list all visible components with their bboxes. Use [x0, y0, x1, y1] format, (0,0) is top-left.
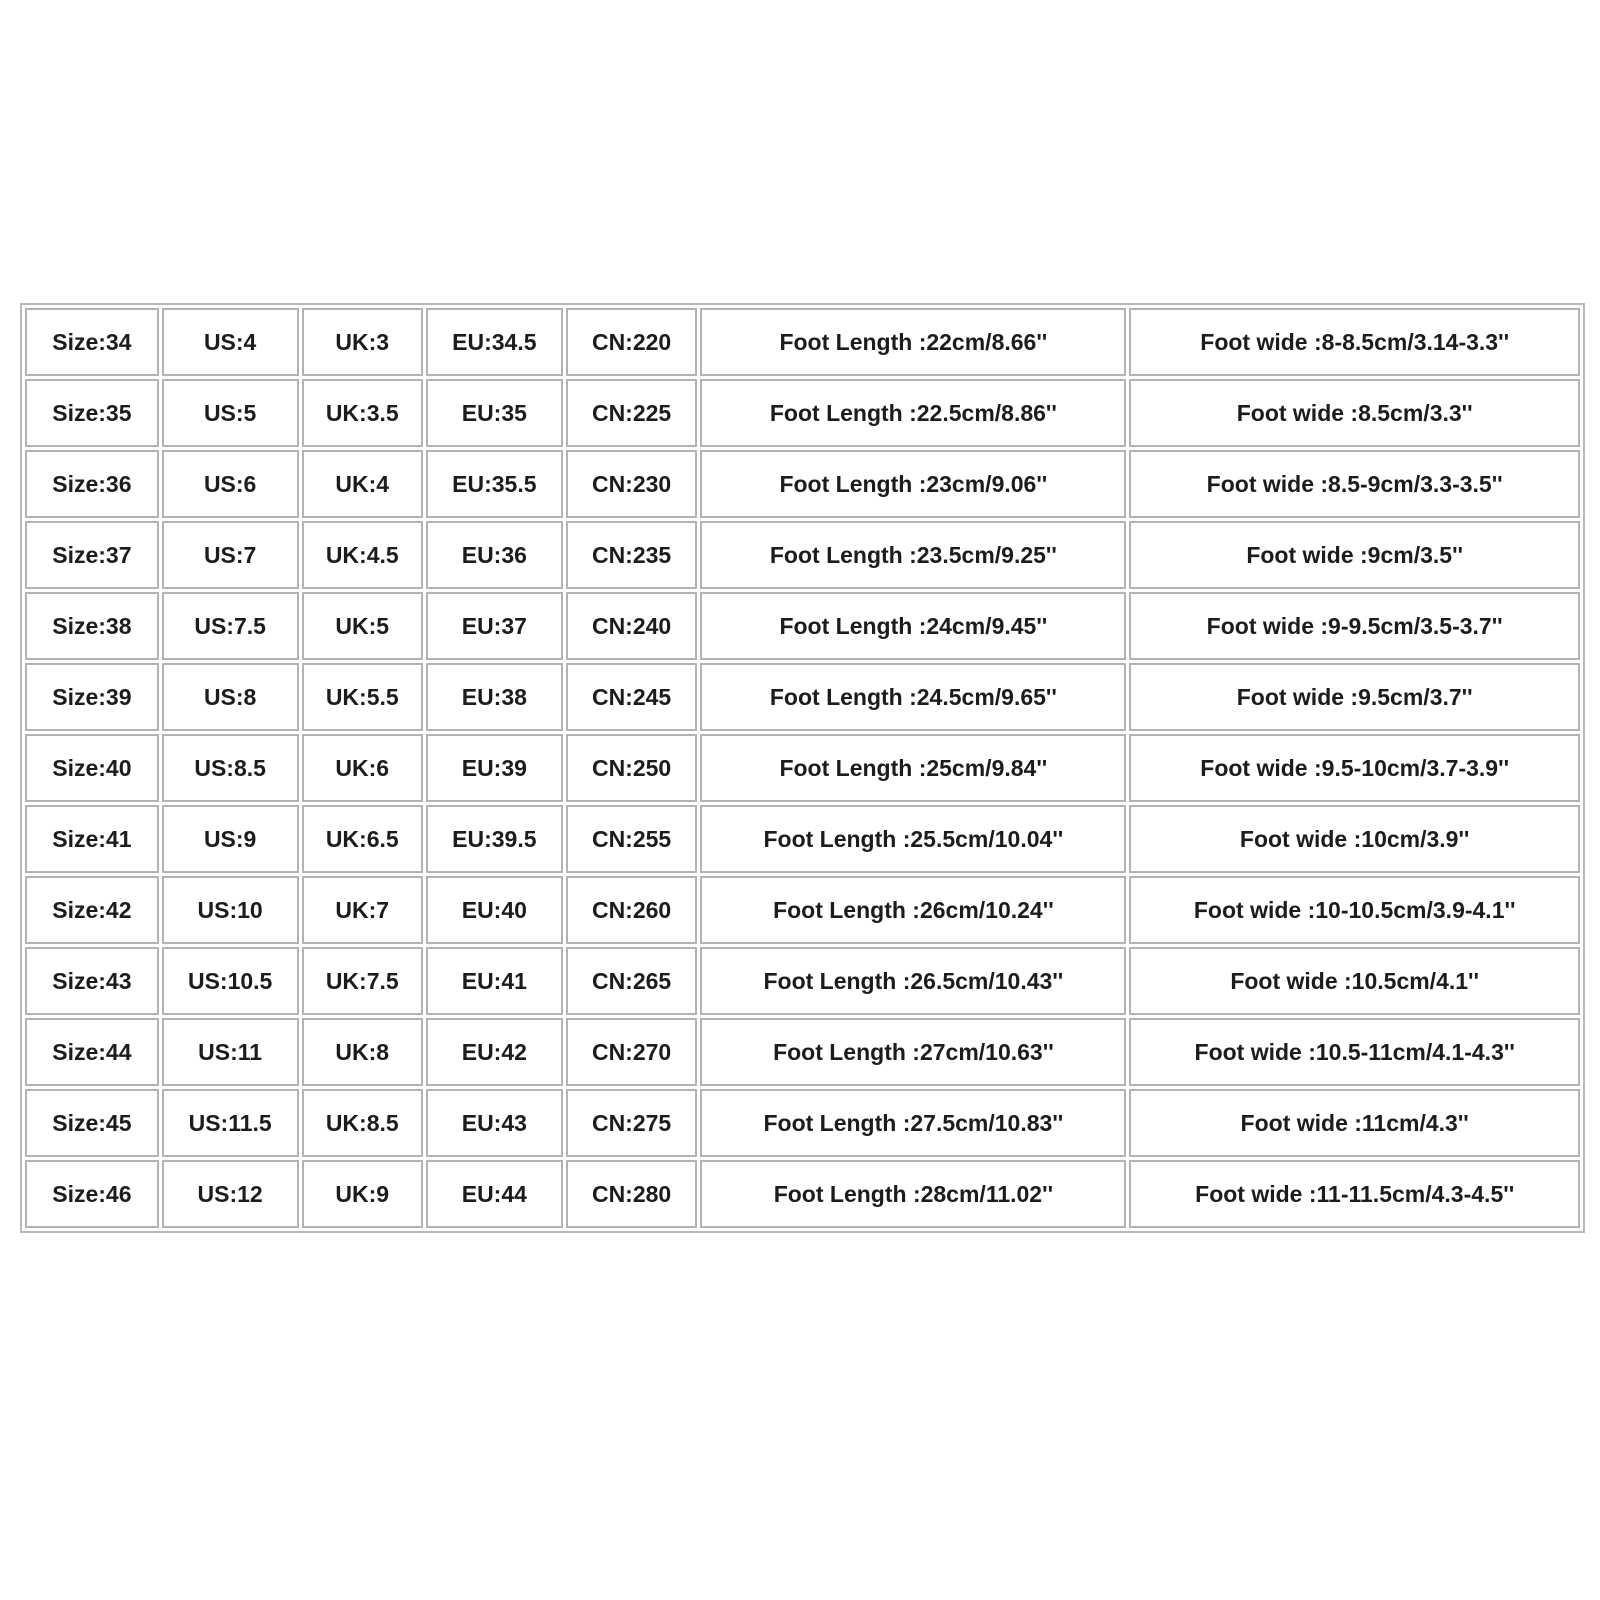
cell-size: Size:45 [25, 1089, 159, 1157]
cell-foot-wide: Foot wide :9-9.5cm/3.5-3.7'' [1129, 592, 1580, 660]
cell-cn: CN:255 [566, 805, 698, 873]
cell-foot-length: Foot Length :24cm/9.45'' [700, 592, 1126, 660]
cell-cn: CN:280 [566, 1160, 698, 1228]
cell-foot-length: Foot Length :27.5cm/10.83'' [700, 1089, 1126, 1157]
cell-size: Size:34 [25, 308, 159, 376]
table-row [25, 308, 1580, 376]
cell-foot-length: Foot Length :28cm/11.02'' [700, 1160, 1126, 1228]
cell-uk: UK:3.5 [302, 379, 423, 447]
cell-eu: EU:35.5 [426, 450, 563, 518]
cell-size: Size:36 [25, 450, 159, 518]
cell-eu: EU:41 [426, 947, 563, 1015]
table-row [25, 521, 1580, 589]
table-row [25, 663, 1580, 731]
cell-foot-length: Foot Length :26cm/10.24'' [700, 876, 1126, 944]
cell-size: Size:40 [25, 734, 159, 802]
table-row [25, 1089, 1580, 1157]
cell-size: Size:43 [25, 947, 159, 1015]
cell-foot-length: Foot Length :25cm/9.84'' [700, 734, 1126, 802]
cell-cn: CN:265 [566, 947, 698, 1015]
cell-us: US:6 [162, 450, 299, 518]
cell-size: Size:39 [25, 663, 159, 731]
cell-foot-wide: Foot wide :9.5-10cm/3.7-3.9'' [1129, 734, 1580, 802]
table-row [25, 450, 1580, 518]
cell-foot-length: Foot Length :22cm/8.66'' [700, 308, 1126, 376]
cell-cn: CN:240 [566, 592, 698, 660]
cell-eu: EU:39 [426, 734, 563, 802]
cell-cn: CN:235 [566, 521, 698, 589]
cell-us: US:4 [162, 308, 299, 376]
cell-foot-wide: Foot wide :10-10.5cm/3.9-4.1'' [1129, 876, 1580, 944]
cell-eu: EU:34.5 [426, 308, 563, 376]
cell-foot-length: Foot Length :23.5cm/9.25'' [700, 521, 1126, 589]
cell-foot-wide: Foot wide :10.5-11cm/4.1-4.3'' [1129, 1018, 1580, 1086]
cell-cn: CN:225 [566, 379, 698, 447]
table-row [25, 734, 1580, 802]
cell-cn: CN:230 [566, 450, 698, 518]
cell-us: US:8 [162, 663, 299, 731]
cell-uk: UK:6.5 [302, 805, 423, 873]
cell-foot-wide: Foot wide :8.5cm/3.3'' [1129, 379, 1580, 447]
cell-foot-wide: Foot wide :9.5cm/3.7'' [1129, 663, 1580, 731]
cell-eu: EU:38 [426, 663, 563, 731]
size-chart-body [25, 308, 1580, 1228]
cell-foot-wide: Foot wide :8.5-9cm/3.3-3.5'' [1129, 450, 1580, 518]
cell-foot-wide: Foot wide :11cm/4.3'' [1129, 1089, 1580, 1157]
table-row [25, 1018, 1580, 1086]
cell-size: Size:38 [25, 592, 159, 660]
cell-us: US:5 [162, 379, 299, 447]
cell-foot-wide: Foot wide :9cm/3.5'' [1129, 521, 1580, 589]
cell-eu: EU:37 [426, 592, 563, 660]
table-row [25, 805, 1580, 873]
cell-size: Size:44 [25, 1018, 159, 1086]
table-row [25, 592, 1580, 660]
size-chart-table [22, 305, 1583, 1231]
cell-uk: UK:5.5 [302, 663, 423, 731]
cell-us: US:7.5 [162, 592, 299, 660]
cell-foot-wide: Foot wide :10.5cm/4.1'' [1129, 947, 1580, 1015]
cell-foot-length: Foot Length :27cm/10.63'' [700, 1018, 1126, 1086]
cell-eu: EU:36 [426, 521, 563, 589]
cell-uk: UK:4 [302, 450, 423, 518]
cell-foot-length: Foot Length :25.5cm/10.04'' [700, 805, 1126, 873]
cell-cn: CN:250 [566, 734, 698, 802]
cell-us: US:7 [162, 521, 299, 589]
cell-eu: EU:40 [426, 876, 563, 944]
cell-eu: EU:35 [426, 379, 563, 447]
cell-cn: CN:220 [566, 308, 698, 376]
cell-us: US:9 [162, 805, 299, 873]
cell-uk: UK:7 [302, 876, 423, 944]
cell-size: Size:37 [25, 521, 159, 589]
size-chart [20, 303, 1585, 1233]
cell-cn: CN:270 [566, 1018, 698, 1086]
cell-uk: UK:5 [302, 592, 423, 660]
cell-us: US:11 [162, 1018, 299, 1086]
cell-foot-length: Foot Length :26.5cm/10.43'' [700, 947, 1126, 1015]
cell-size: Size:41 [25, 805, 159, 873]
cell-uk: UK:6 [302, 734, 423, 802]
cell-us: US:8.5 [162, 734, 299, 802]
cell-foot-length: Foot Length :23cm/9.06'' [700, 450, 1126, 518]
cell-us: US:10.5 [162, 947, 299, 1015]
cell-size: Size:46 [25, 1160, 159, 1228]
cell-us: US:12 [162, 1160, 299, 1228]
table-row [25, 876, 1580, 944]
cell-uk: UK:8.5 [302, 1089, 423, 1157]
cell-foot-wide: Foot wide :8-8.5cm/3.14-3.3'' [1129, 308, 1580, 376]
cell-us: US:11.5 [162, 1089, 299, 1157]
cell-uk: UK:9 [302, 1160, 423, 1228]
cell-foot-wide: Foot wide :10cm/3.9'' [1129, 805, 1580, 873]
cell-uk: UK:8 [302, 1018, 423, 1086]
cell-uk: UK:7.5 [302, 947, 423, 1015]
table-row [25, 1160, 1580, 1228]
cell-foot-length: Foot Length :22.5cm/8.86'' [700, 379, 1126, 447]
table-row [25, 379, 1580, 447]
table-row [25, 947, 1580, 1015]
cell-us: US:10 [162, 876, 299, 944]
cell-eu: EU:44 [426, 1160, 563, 1228]
cell-cn: CN:275 [566, 1089, 698, 1157]
cell-cn: CN:260 [566, 876, 698, 944]
cell-uk: UK:3 [302, 308, 423, 376]
cell-cn: CN:245 [566, 663, 698, 731]
cell-eu: EU:43 [426, 1089, 563, 1157]
cell-foot-length: Foot Length :24.5cm/9.65'' [700, 663, 1126, 731]
cell-uk: UK:4.5 [302, 521, 423, 589]
cell-foot-wide: Foot wide :11-11.5cm/4.3-4.5'' [1129, 1160, 1580, 1228]
cell-eu: EU:42 [426, 1018, 563, 1086]
cell-size: Size:35 [25, 379, 159, 447]
cell-size: Size:42 [25, 876, 159, 944]
cell-eu: EU:39.5 [426, 805, 563, 873]
